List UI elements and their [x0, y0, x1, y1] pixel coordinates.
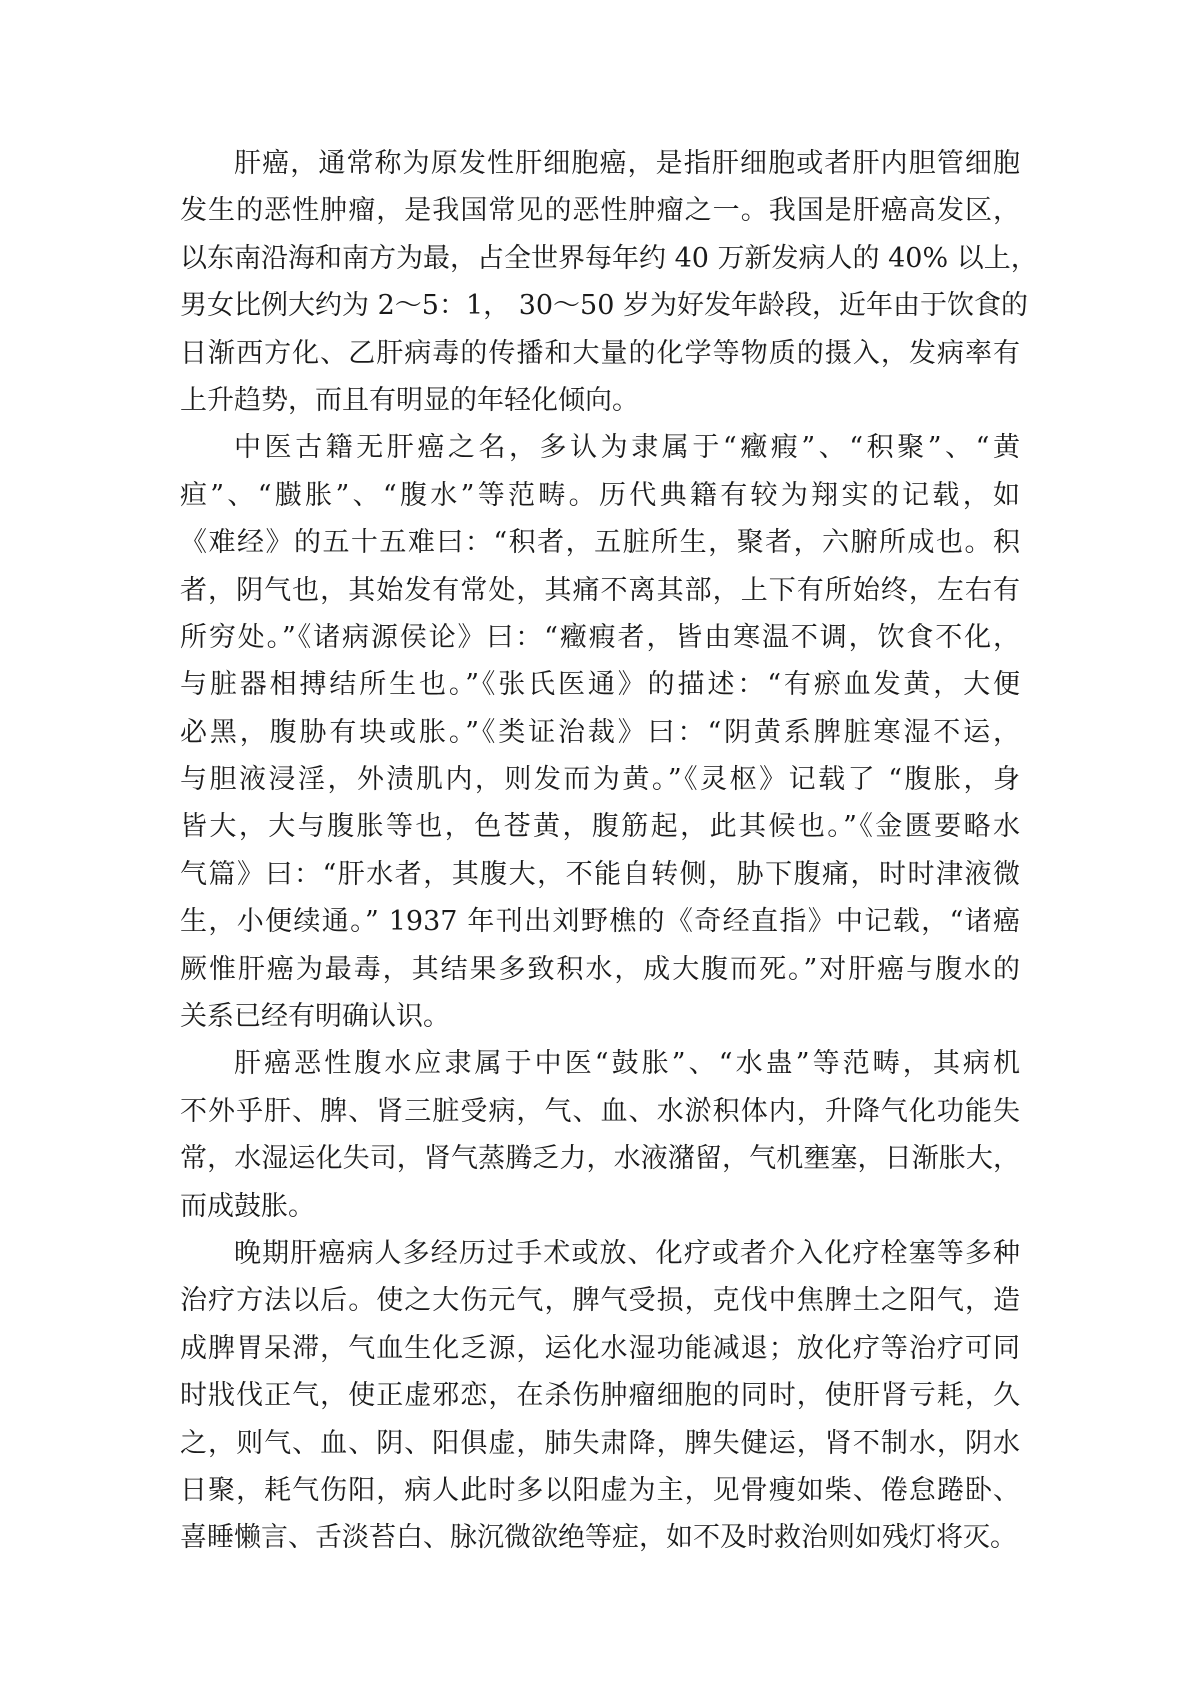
- text-line: 发生的恶性肿瘤，是我国常见的恶性肿瘤之一。我国是肝癌高发区，: [180, 195, 1020, 227]
- text-line: 日渐西方化、乙肝病毒的传播和大量的化学等物质的摄入，发病率有: [180, 337, 1020, 369]
- text-line: 者，阴气也，其始发有常处，其痛不离其部，上下有所始终，左右有: [180, 574, 1020, 606]
- text-line: 中医古籍无肝癌之名，多认为隶属于“癥瘕”、“积聚”、“黄: [234, 432, 1020, 464]
- text-line: 男女比例大约为 2～5：1， 30～50 岁为好发年龄段，近年由于饮食的: [180, 290, 1028, 322]
- text-line: 《难经》的五十五难曰：“积者，五脏所生，聚者，六腑所成也。积: [180, 527, 1020, 559]
- paragraph-2: [180, 424, 1020, 1040]
- text-line: 晚期肝癌病人多经历过手术或放、化疗或者介入化疗栓塞等多种: [234, 1237, 1020, 1269]
- text-line: 常，水湿运化失司，肾气蒸腾乏力，水液潴留，气机壅塞，日渐胀大，: [180, 1143, 1020, 1175]
- text-line: 厥惟肝癌为最毒，其结果多致积水，成大腹而死。”对肝癌与腹水的: [180, 953, 1020, 985]
- text-line: 之，则气、血、阴、阳俱虚，肺失肃降，脾失健运，肾不制水，阴水: [180, 1427, 1020, 1459]
- text-line: 与脏器相搏结所生也。”《张氏医通》的描述：“有瘀血发黄，大便: [180, 669, 1020, 701]
- text-line: 关系已经有明确认识。: [180, 1001, 450, 1033]
- text-line: 以东南沿海和南方为最，占全世界每年约 40 万新发病人的 40% 以上，: [180, 242, 1038, 274]
- text-line: 治疗方法以后。使之大伤元气，脾气受损，克伐中焦脾土之阳气，造: [180, 1285, 1020, 1317]
- text-line: 所穷处。”《诸病源侯论》曰：“癥瘕者，皆由寒温不调，饮食不化，: [180, 621, 1020, 653]
- text-line: 肝癌恶性腹水应隶属于中医“鼓胀”、“水蛊”等范畴，其病机: [234, 1048, 1020, 1080]
- paragraph-4: [180, 1230, 1020, 1562]
- document-page: [180, 140, 1038, 1562]
- text-line: 时戕伐正气，使正虚邪恋，在杀伤肿瘤细胞的同时，使肝肾亏耗，久: [180, 1380, 1020, 1412]
- text-line: 皆大，大与腹胀等也，色苍黄，腹筋起，此其候也。”《金匮要略水: [180, 811, 1020, 843]
- paragraph-3: [180, 1040, 1020, 1230]
- text-line: 疸”、“臌胀”、“腹水”等范畴。历代典籍有较为翔实的记载，如: [180, 479, 1020, 511]
- paragraph-1: [180, 140, 1038, 424]
- text-line: 而成鼓胀。: [180, 1190, 315, 1222]
- text-line: 不外乎肝、脾、肾三脏受病，气、血、水淤积体内，升降气化功能失: [180, 1095, 1020, 1127]
- text-line: 日聚，耗气伤阳，病人此时多以阳虚为主，见骨瘦如柴、倦怠踡卧、: [180, 1474, 1020, 1506]
- text-line: 生，小便续通。” 1937 年刊出刘野樵的《奇经直指》中记载，“诸癌: [180, 906, 1020, 938]
- text-line: 与胆液浸淫，外渍肌内，则发而为黄。”《灵枢》记载了 “腹胀，身: [180, 764, 1020, 796]
- text-line: 肝癌，通常称为原发性肝细胞癌，是指肝细胞或者肝内胆管细胞: [234, 148, 1020, 179]
- text-line: 上升趋势，而且有明显的年轻化倾向。: [180, 384, 639, 416]
- text-line: 气篇》曰：“肝水者，其腹大，不能自转侧，胁下腹痛，时时津液微: [180, 858, 1020, 890]
- text-line: 成脾胃呆滞，气血生化乏源，运化水湿功能减退；放化疗等治疗可同: [180, 1332, 1020, 1364]
- text-line: 必黑，腹胁有块或胀。”《类证治裁》曰：“阴黄系脾脏寒湿不运，: [180, 716, 1020, 748]
- text-line: 喜睡懒言、舌淡苔白、脉沉微欲绝等症，如不及时救治则如残灯将灭。: [180, 1522, 1017, 1554]
